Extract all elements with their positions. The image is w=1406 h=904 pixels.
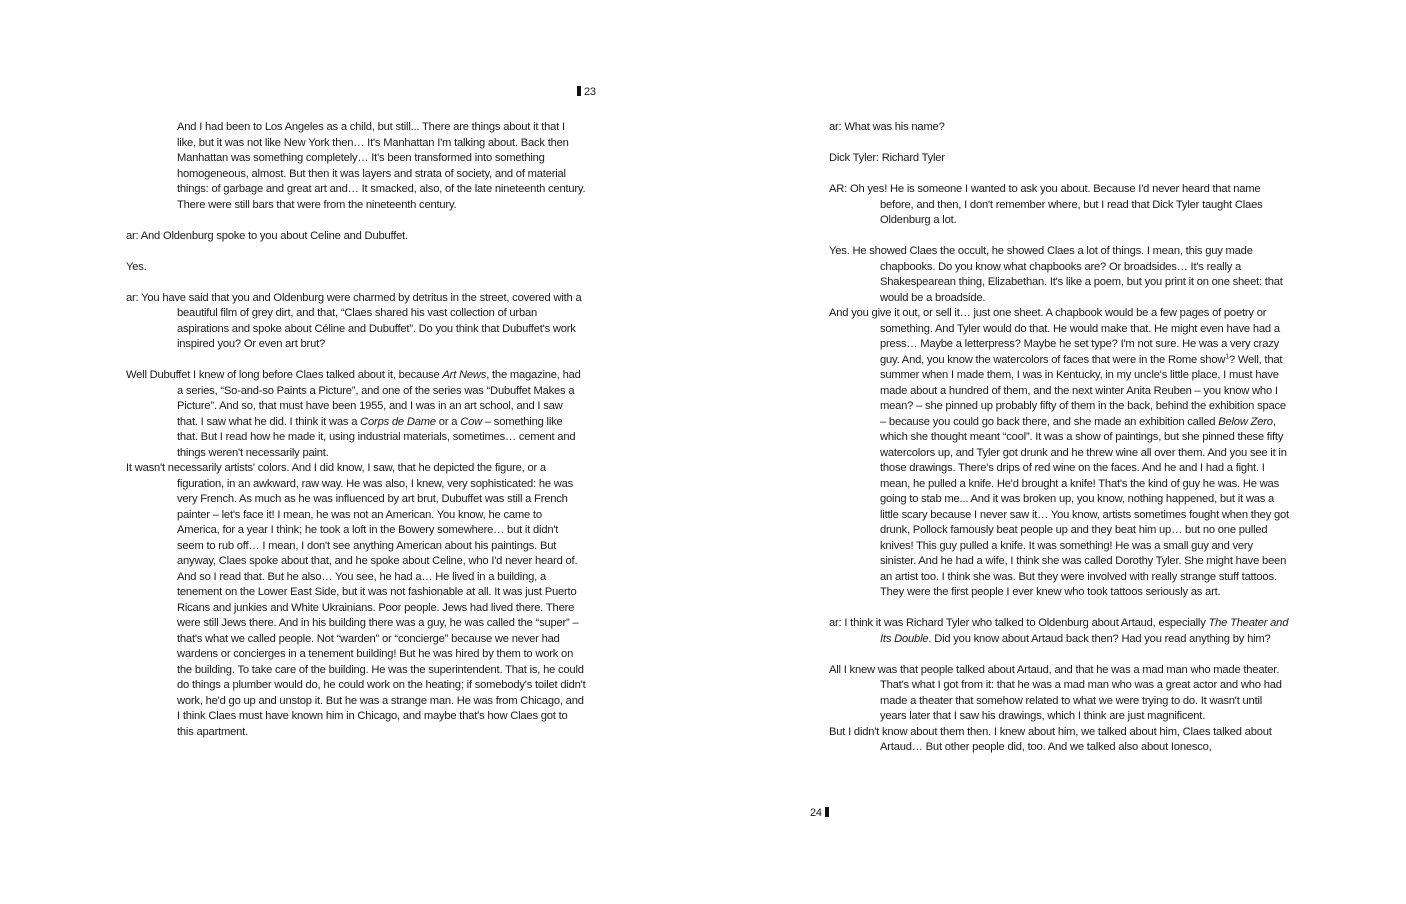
answer-1: Yes. (126, 260, 147, 273)
question-5-text: . Did you know about Artaud back then? Had you read anything by him? (928, 632, 1271, 645)
footnote-marker: 1 (1225, 352, 1229, 360)
folio-marker (825, 807, 829, 817)
theater-double-title: The Theater and Its Double (880, 617, 1289, 645)
intro-paragraph (126, 120, 586, 213)
answer-2-continuation: It wasn't necessarily artists' colors. And I did know, I saw, that he depicted the figure, or a figuration, in an awkward, raw way. He was also, I knew, very sophisticated: he was very French. As much as he was influenced by art brut, Dubuffet was still a French painter – let's face it! I mean, he was not an American. You know, he came to America, for a year I think; he took a loft in the Bowery somewhere… but it didn't seem to rub off… I mean, I don't see anything American about his paintings. But anyway, Claes spoke about that, and he spoke about Celine, who I'd never heard of. And so I read that. But he also… You see, he had a… He lived in a building, a tenement on the Lower East Side, but it was not fashionable at all. It was just Puerto Ricans and junkies and White Ukrainians. Poor people. Jews had lived there. There were still Jews there. And in his building there was a guy, he was called the “super” – that's what we called people. Not “warden” or “concierge” because we never had wardens or concierges in a tenement building! But he was hired by them to work on the building. To take care of the building. He was the superintendent. That is, he could do things a plumber would do, he could work on the heating; if somebody's toilet didn't work, he'd go up and unstop it. But he was a strange man. He was from Chicago, and I think Claes must have known him in Chicago, and maybe that's how Claes got to this apartment. (126, 462, 586, 738)
page-number-left (577, 86, 596, 98)
corps-de-dame-title: Corps de Dame (360, 415, 436, 428)
question-5-text: ar: I think it was Richard Tyler who talked to Oldenburg about Artaud, especially (829, 617, 1209, 629)
answer-4-text: Yes. He showed Claes the occult, he showed Claes a lot of things. I mean, this guy made chapbooks. Do you know what chapbooks are? Or broadsides… It's really a Shakespearean thing, Elizabethan. It's like a poem, but you print it on one sheet: that would be a broadside. (829, 245, 1283, 304)
left-text-column (126, 120, 586, 756)
folio-number: 24 (810, 807, 822, 819)
answer-2-text: or a (435, 415, 461, 428)
below-zero-title: Below Zero (1218, 415, 1273, 428)
right-text-column (829, 120, 1289, 771)
answer-4-text: ? Well, that summer when I made them, I was in Kentucky, in my uncle's little place, I must have made about a hundred of them, and the next winter Anita Reuben – you know who I mean? – she pinned up probably fifty of them in the back, behind the exhibition space – because you could go back there, and she made an exhibition called (880, 353, 1286, 428)
answer-5-text: All I knew was that people talked about Artaud, and that he was a mad man who made theater. That's what I got from it: that he was a mad man who was a great actor and who had made a theater that somehow related to what we were trying to do. It wasn't until years later that I saw his drawings, which I think are just magnificent. (829, 663, 1282, 722)
answer-5 (829, 663, 1289, 756)
question-2: ar: You have said that you and Oldenburg were charmed by detritus in the street, covered with a beautiful film of grey dirt, and that, “Claes shared his vast collection of urban aspirations and spoke about Céline and Dubuffet”. Do you think that Dubuffet's work inspired you? Or even art brut? (126, 291, 582, 350)
intro-text: And I had been to Los Angeles as a child, but still... There are things about it that I like, but it was not like New York then… It's Manhattan I'm talking about. Back then Manhattan was something completely… It's been transformed into something homogeneous, almost. But then it was layers and strata of society, and of material things: of garbage and great art and… It smacked, also, of the late nineteenth century. There were still bars that were from the nineteenth century. (177, 121, 586, 211)
answer-2-text: , the magazine, had a series, “So-and-so Paints a Picture”, and one of the series was “Dubuffet Makes a Picture”. And so, that must have been 1955, and I was in an art school, and I saw that. I saw what he did. I think it was a (177, 369, 581, 428)
answer-4 (829, 244, 1289, 601)
answer-2 (126, 368, 586, 740)
question-5 (829, 616, 1289, 647)
right-page (703, 0, 1406, 904)
question-1: ar: And Oldenburg spoke to you about Celine and Dubuffet. (126, 229, 408, 242)
folio-number: 23 (584, 86, 596, 98)
answer-5-continuation: But I didn't know about them then. I knew about him, we talked about him, Claes talked about Artaud… But other people did, too. And we talked also about Ionesco, (829, 725, 1272, 753)
answer-4-text: And you give it out, or sell it… just one sheet. A chapbook would be a few pages of poetry or something. And Tyler would do that. He would make that. He might even have had a press… Maybe a letterpress? Maybe he set type? I'm not sure. He was a very crazy guy. And, you know the watercolors of faces that were in the Rome show (829, 307, 1280, 366)
answer-2-text: – something like that. But I read how he made it, using industrial materials, sometimes… cement and things weren't necessarily paint. (177, 415, 576, 459)
page-number-right (810, 807, 829, 819)
answer-4-continuation (829, 306, 1289, 601)
answer-2-text: Well Dubuffet I knew of long before Claes talked about it, because (126, 369, 443, 381)
folio-marker (577, 86, 581, 96)
cow-title: Cow (460, 415, 482, 428)
answer-4-text: , which she thought meant “cool”. It was a show of paintings, but she pinned these fifty watercolors up, and Tyler got drunk and he threw wine all over them. And you see it in those drawings. There's drips of red wine on the faces. And he and I had a fight. I mean, he pulled a knife. He'd brought a knife! That's the kind of guy he was. He was going to stab me... And it was broken up, you know, nothing happened, but it was a little scary because I never saw it… You know, artists sometimes fought when they got drunk, Pollock famously beat people up and they beat him up… but no one pulled knives! This guy pulled a knife. It was something! He was a small guy and very sinister. And he had a wife, I think she was called Dorothy Tyler. She might have been an artist too. I think she was. But they were involved with really strange stuff tattoos. They were the first people I ever knew who took tattoos seriously as art. (880, 415, 1289, 598)
answer-3: Dick Tyler: Richard Tyler (829, 152, 945, 164)
art-news-title: Art News (442, 369, 487, 381)
question-3: ar: What was his name? (829, 121, 945, 133)
question-4: AR: Oh yes! He is someone I wanted to ask you about. Because I'd never heard that name before, and then, I don't remember where, but I read that Dick Tyler taught Claes Oldenburg a lot. (829, 183, 1263, 226)
